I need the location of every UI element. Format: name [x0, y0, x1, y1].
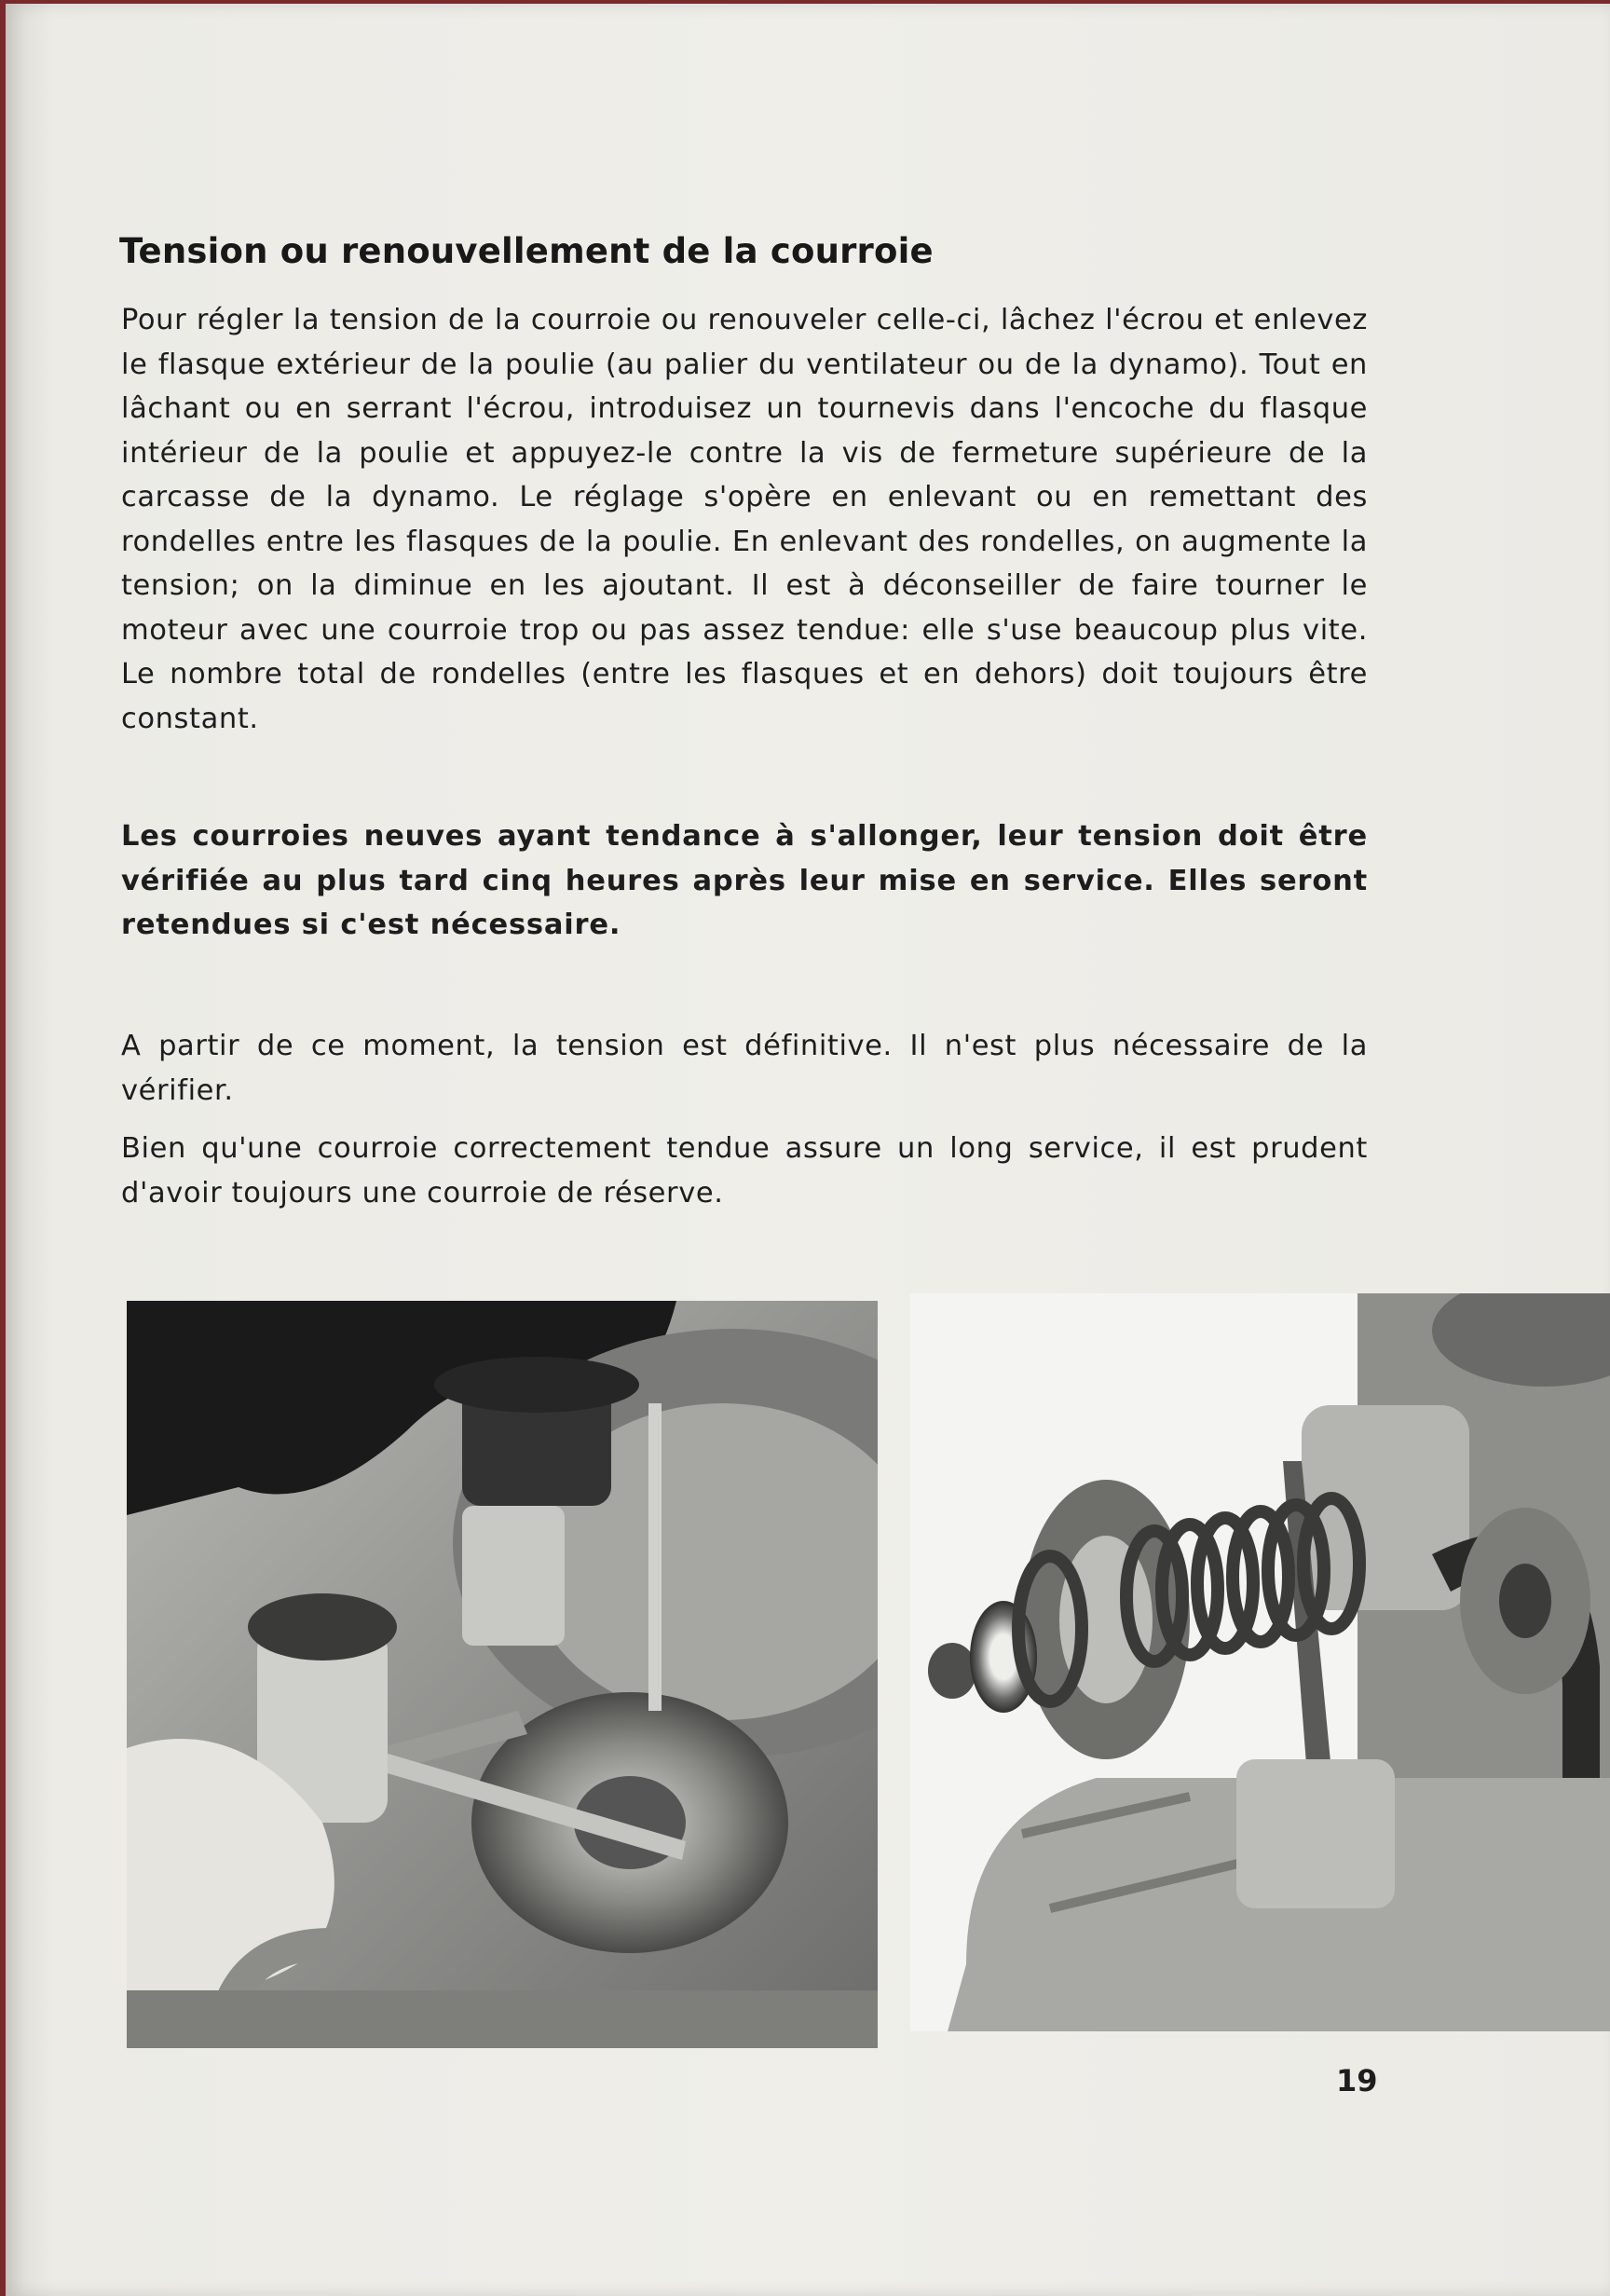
section-title: Tension ou renouvellement de la courroie [119, 231, 934, 271]
engine-photo-left [127, 1301, 878, 2048]
paragraph-instructions: Pour régler la tension de la courroie ou renouveler celle-ci, lâchez l'écrou et enlevez le flasque extérieur de la poulie (au palier du ventilateur ou de la dynamo). Tout en lâchant ou en serrant l'écrou, introduisez un tournevis dans l'encoche du flasque intérieur de la poulie et appuyez-le contre la vis de fermeture supérieure de la carcasse de la dynamo. Le réglage s'opère en enlevant ou en remettant des rondelles entre les flasques de la poulie. En enlevant des rondelles, on augmente la tension; on la diminue en les ajoutant. Il est à déconseiller de faire tourner le moteur avec une courroie trop ou pas assez tendue: elle s'use beaucoup plus vite. Le nombre total de rondelles (entre les flasques et en dehors) doit toujours être constant. [121, 304, 1368, 735]
paragraph-warning: Les courroies neuves ayant tendance à s'allonger, leur tension doit être vérifiée au plus tard cinq heures après leur mise en service. Elles seront retendues si c'est nécessaire. [121, 820, 1368, 941]
page-number: 19 [1336, 2063, 1378, 2098]
engine-photo-right [910, 1293, 1610, 2031]
paragraph-definitive: A partir de ce moment, la tension est définitive. Il n'est plus nécessaire de la vérifier. [121, 1030, 1368, 1107]
engine-photo-left-illustration [127, 1301, 878, 2048]
document-page [6, 4, 1610, 2296]
engine-photo-right-illustration [910, 1293, 1610, 2031]
paragraph-reserve: Bien qu'une courroie correctement tendue assure un long service, il est prudent d'avoir toujours une courroie de réserve. [121, 1132, 1368, 1210]
